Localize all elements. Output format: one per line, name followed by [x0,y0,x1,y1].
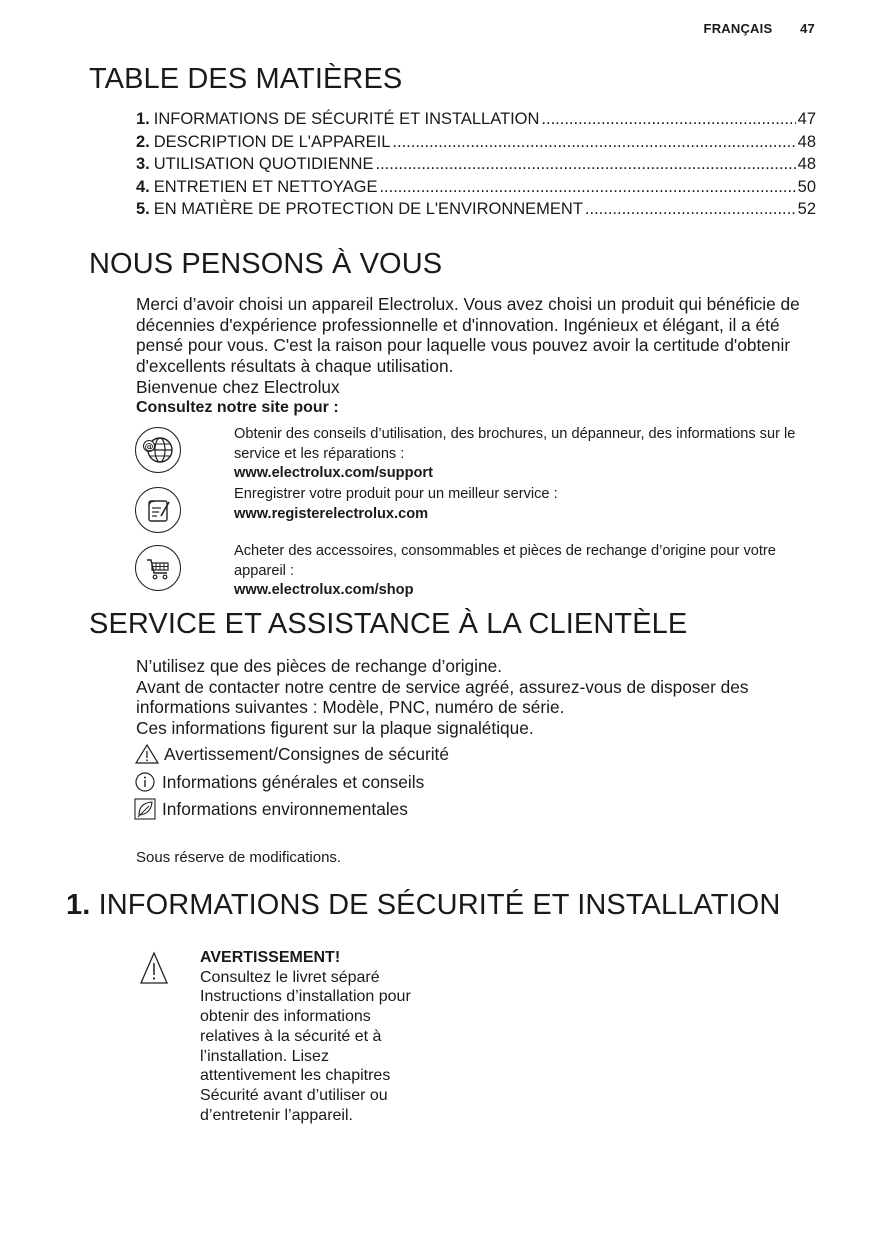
toc-title: TABLE DES MATIÈRES [89,63,403,95]
safety-warning-block [200,948,420,1125]
service-title: SERVICE ET ASSISTANCE À LA CLIENTÈLE [89,608,688,640]
header-language: FRANÇAIS [703,21,773,36]
warning-body: Consultez le livret séparé Instructions d’installation pour obtenir des informations relatives à la sécurité et à l’installation. Lisez attentivement les chapitres Sécurité avant d’utiliser ou d’entretenir l’appareil. [200,968,411,1124]
table-of-contents [136,110,816,223]
warning-icon [134,743,160,765]
service-text [136,656,816,739]
cart-icon [135,545,181,591]
safety-section-label: INFORMATIONS DE SÉCURITÉ ET INSTALLATION [98,889,781,921]
safety-section-title [66,889,780,922]
service-line-2: Avant de contacter notre centre de service agréé, assurez-vous de disposer des informations suivantes : Modèle, PNC, numéro de série. [136,676,749,718]
warning-triangle-icon [139,950,169,986]
toc-item-1[interactable]: 1. INFORMATIONS DE SÉCURITÉ ET INSTALLATION ..... 47 [136,110,816,133]
thinking-title: NOUS PENSONS À VOUS [89,248,443,280]
warning-symbol-row [134,743,449,765]
register-url-link[interactable]: www.registerelectrolux.com [234,505,429,522]
warning-symbol-label: Avertissement/Consignes de sécurité [164,743,449,764]
thinking-intro [136,294,826,418]
welcome-text: Bienvenue chez Electrolux [136,376,340,397]
page-header [704,21,815,36]
warning-heading: AVERTISSEMENT! [200,949,341,966]
support-url-link[interactable]: www.electrolux.com/support [234,465,433,481]
header-page-number: 47 [800,21,815,36]
toc-item-3[interactable]: 3. UTILISATION QUOTIDIENNE ..... 48 [136,155,816,178]
info-symbol-label: Informations générales et conseils [162,771,425,792]
shop-link-block [234,542,824,601]
safety-section-number: 1. [66,889,91,921]
visit-label: Consultez notre site pour : [136,398,339,416]
leaf-icon [134,798,158,820]
shop-description: Acheter des accessoires, consommables et pièces de rechange d’origine pour votre appareil : [234,543,776,579]
environment-symbol-row [134,798,408,820]
globe-icon [135,427,181,473]
toc-item-4[interactable]: 4. ENTRETIEN ET NETTOYAGE ..... 50 [136,178,816,201]
info-symbol-row [134,771,424,793]
register-description: Enregistrer votre produit pour un meilleur service : [234,486,558,502]
modification-notice: Sous réserve de modifications. [136,849,342,866]
thinking-paragraph: Merci d’avoir choisi un appareil Electrolux. Vous avez choisi un produit qui bénéficie de décennies d'expérience professionnelle et d'innovation. Ingénieux et élégant, il a été pensé pour vous. C'est la raison pour laquelle vous pouvez avoir la certitude d'obtenir d'excellents résultats à chaque utilisation. [136,294,800,377]
support-description: Obtenir des conseils d’utilisation, des brochures, un dépanneur, des informations sur le service et les réparations : [234,426,796,462]
service-line-3: Ces informations figurent sur la plaque signalétique. [136,718,534,739]
register-link-block [234,485,824,524]
service-line-1: N’utilisez que des pièces de rechange d’origine. [136,656,503,676]
toc-item-2[interactable]: 2. DESCRIPTION DE L'APPAREIL ..... 48 [136,133,816,156]
toc-item-5[interactable]: 5. EN MATIÈRE DE PROTECTION DE L'ENVIRONNEMENT ..... 52 [136,200,816,223]
register-icon [135,487,181,533]
support-link-block [234,425,824,484]
environment-symbol-label: Informations environnementales [162,798,408,819]
svg-text:@: @ [144,442,154,453]
info-icon [134,771,158,793]
shop-url-link[interactable]: www.electrolux.com/shop [234,582,414,598]
